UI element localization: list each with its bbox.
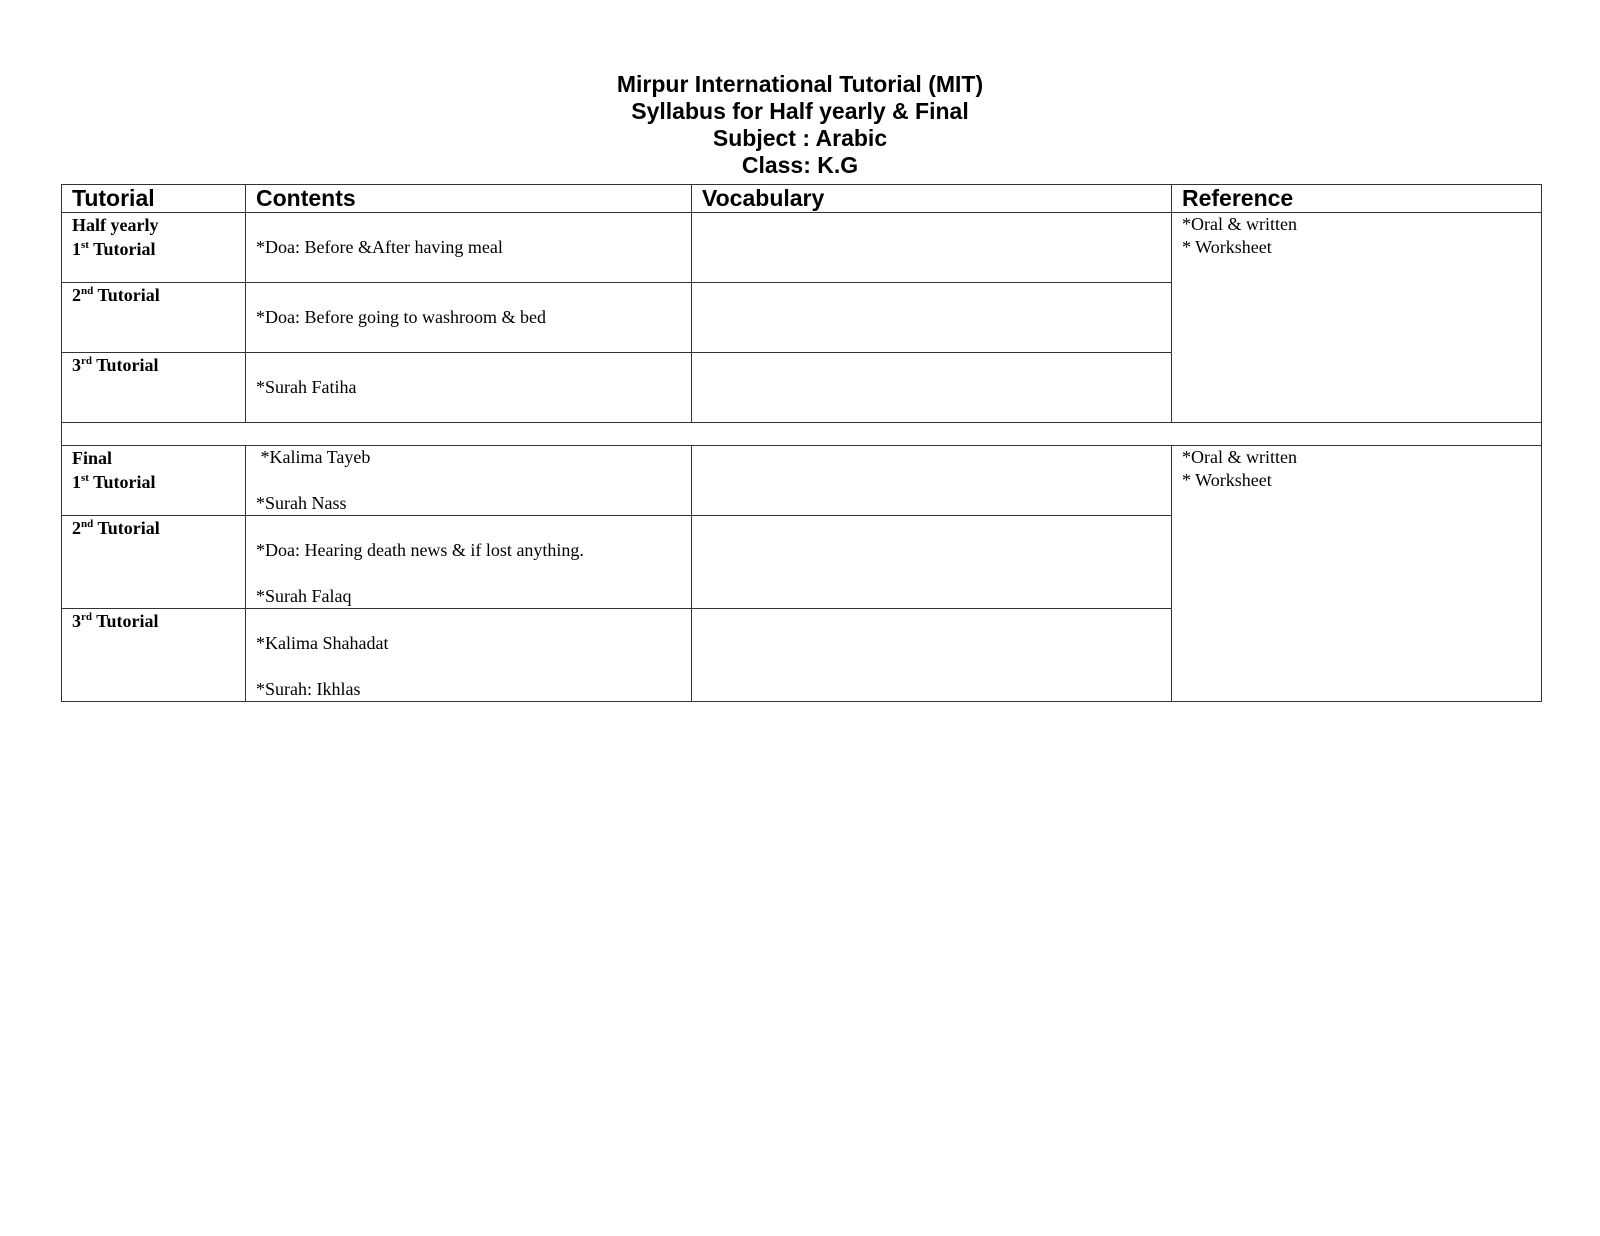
tutorial-cell: 3rd Tutorial — [62, 609, 246, 702]
class-line: Class: K.G — [741, 152, 859, 178]
table-row — [62, 213, 1542, 283]
contents-cell: *Kalima Shahadat *Surah: Ikhlas — [246, 609, 692, 702]
table-header-row — [62, 185, 1542, 213]
tutorial-cell: 2nd Tutorial — [62, 283, 246, 353]
tutorial-cell: Half yearly 1st Tutorial — [62, 213, 246, 283]
table-row — [62, 446, 1542, 516]
contents-cell: *Surah Fatiha — [246, 353, 692, 423]
document-header — [0, 71, 1600, 179]
tutorial-cell: Final 1st Tutorial — [62, 446, 246, 516]
term-label: Final — [72, 448, 113, 468]
vocabulary-cell — [692, 446, 1172, 516]
tutorial-cell: 2nd Tutorial — [62, 516, 246, 609]
syllabus-title: Syllabus for Half yearly & Final — [631, 98, 969, 124]
reference-cell: *Oral & written * Worksheet — [1172, 213, 1542, 423]
vocabulary-cell — [692, 283, 1172, 353]
column-header-tutorial: Tutorial — [62, 185, 246, 213]
vocabulary-cell — [692, 213, 1172, 283]
spacer-row — [62, 423, 1542, 446]
vocabulary-cell — [692, 609, 1172, 702]
contents-cell: *Kalima Tayeb *Surah Nass — [246, 446, 692, 516]
contents-cell: *Doa: Before &After having meal — [246, 213, 692, 283]
vocabulary-cell — [692, 353, 1172, 423]
column-header-vocabulary: Vocabulary — [692, 185, 1172, 213]
column-header-contents: Contents — [246, 185, 692, 213]
vocabulary-cell — [692, 516, 1172, 609]
column-header-reference: Reference — [1172, 185, 1542, 213]
subject-line: Subject : Arabic — [712, 125, 888, 151]
contents-cell: *Doa: Hearing death news & if lost anything. *Surah Falaq — [246, 516, 692, 609]
school-name: Mirpur International Tutorial (MIT) — [616, 71, 984, 97]
syllabus-table — [61, 184, 1542, 702]
term-label: Half yearly — [72, 215, 159, 235]
tutorial-cell: 3rd Tutorial — [62, 353, 246, 423]
contents-cell: *Doa: Before going to washroom & bed — [246, 283, 692, 353]
reference-cell: *Oral & written * Worksheet — [1172, 446, 1542, 702]
